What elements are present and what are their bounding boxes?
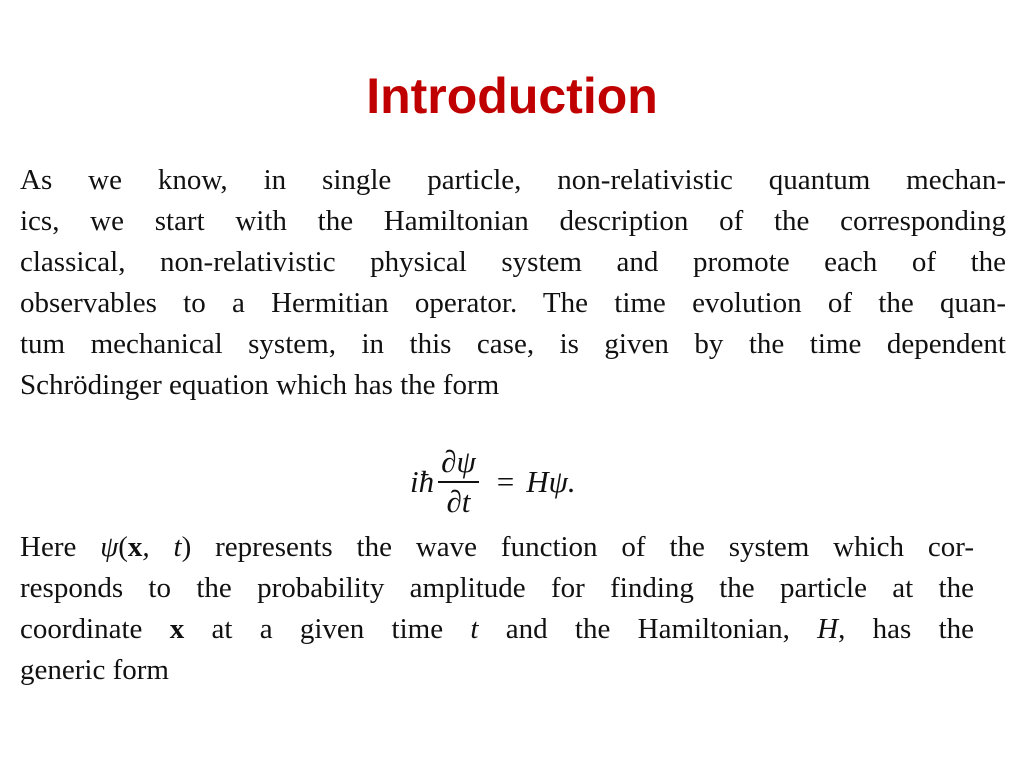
paragraph-line: ics, we start with the Hamiltonian description of the corresponding — [20, 205, 1006, 237]
math-x-bold: x — [127, 531, 143, 563]
paragraph-line: tum mechanical system, in this case, is given by the time dependent — [20, 328, 1006, 360]
fraction-numerator: ∂ψ — [441, 444, 476, 479]
slide-title: Introduction — [366, 68, 658, 124]
equation-lhs-prefix: iħ — [410, 464, 435, 499]
text-run: at a given time — [184, 613, 471, 645]
equation-fraction — [438, 443, 479, 521]
equals-sign: = — [496, 464, 515, 499]
text-run: coordinate — [20, 613, 170, 645]
paragraph-line — [20, 527, 974, 568]
text-run: Here — [20, 531, 101, 563]
paragraph-line: generic form — [20, 654, 169, 686]
math-psi: ψ — [100, 531, 119, 563]
text-run: represents the wave function of the system which cor- — [191, 531, 975, 563]
equation-rhs: Hψ. — [526, 464, 576, 499]
paragraph-line: classical, non-relativistic physical system and promote each of the — [20, 246, 1006, 278]
paragraph-line: Schrödinger equation which has the form — [20, 369, 500, 401]
math-t: , t — [142, 531, 182, 563]
wavefunction-paragraph — [20, 527, 974, 691]
math-x-bold: x — [169, 613, 185, 645]
text-run: , has the — [838, 613, 975, 645]
text-run: ( — [118, 531, 128, 563]
math-H: H — [817, 613, 839, 645]
schrodinger-equation — [410, 437, 576, 527]
text-run: ) — [181, 531, 192, 563]
intro-paragraph — [20, 160, 1006, 406]
text-run: and the Hamiltonian, — [478, 613, 818, 645]
fraction-denominator: ∂t — [446, 484, 471, 519]
paragraph-line: observables to a Hermitian operator. The time evolution of the quan- — [20, 287, 1006, 319]
paragraph-line — [20, 609, 974, 650]
paragraph-line: responds to the probability amplitude for finding the particle at the — [20, 572, 974, 604]
math-t: t — [470, 613, 479, 645]
paragraph-line: As we know, in single particle, non-relativistic quantum mechan- — [20, 164, 1006, 196]
